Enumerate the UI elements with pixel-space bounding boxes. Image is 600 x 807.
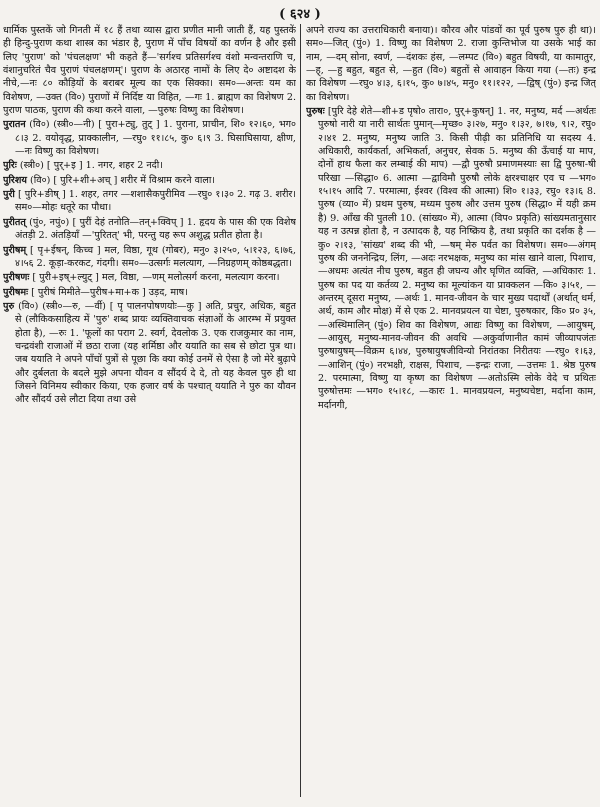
page-number: ( ६२४ ) xyxy=(279,7,321,22)
headword: पुरिः xyxy=(3,160,17,172)
entry-text: [ पुरी+इष्+ल्युट् ] मल, विष्ठा, —णम् मलोत्सर्ग करना, मलत्याग करना। xyxy=(32,272,280,284)
dictionary-entry xyxy=(306,105,596,412)
entry-text: अपने राज्य का उत्तराधिकारी बनाया)। कौरव और पांडवों का पूर्व पुरुष पुरु ही था)। सम०—जित् (पुं०) 1. विष्णु का विशेषण 2. राजा कुन्तिभोज या उसके भाई का नाम, —दम् सोना, स्वर्ण, —दंशकः हंस, —लम्पट (वि०) बहुत विषयी, या कामातुर, —ह्, —हु बहुत, बहुत से, —हुत (वि०) बहुतों से आवाहन किया गया (—तः) इन्द्र का विशेषण —रघु० ४।३, ६।१५, कु० ७।४५, मनु० ११।१२२, —द्विष् (पुं०) इन्द्र जित् का विशेषण। xyxy=(306,25,596,103)
entry-text: [ पुरि+ङीष् ] 1. शहर, तगर —शशासैकपुरीमिव —रघु० १।३० 2. गढ़ 3. शरीर। सम०—मोहः धतूरे का पौधा। xyxy=(15,189,296,214)
headword: पुरीषम् xyxy=(3,244,27,256)
column-divider xyxy=(300,24,301,797)
entry-text: [ पृ+ईषन्, किच्च ] मल, विष्ठा, गूथ (गोबर), मनु० ३।२५०, ५।१२३, ६।७६, ४।५६ 2. कूड़ा-करकट, गंदगी। सम०—उत्सर्गः मलत्याग, —निग्रहणम् कोष्ठबद्धता। xyxy=(15,244,296,269)
dictionary-entry xyxy=(3,271,296,284)
headword: पुरीषमः xyxy=(3,286,29,298)
dictionary-entry xyxy=(3,118,296,158)
entry-text: (पुं०, नपुं०) [ पुरीं देहं तनोति—तन्+क्विप् ] 1. हृदय के पास की एक विशेष अंतड़ी 2. अंतड़ियाँ —'पुरितत्' भी, परन्तु यह रूप अशुद्ध प्रतीत होता है। xyxy=(15,216,296,242)
dictionary-entry xyxy=(3,216,296,243)
dictionary-entry xyxy=(3,24,296,117)
headword: पुरी xyxy=(3,189,15,201)
headword: पुरु xyxy=(3,300,15,312)
entry-text: [ पुरीषं मिमीते—पुरीष+मा+क ] उड़द, माष। xyxy=(31,286,188,298)
left-column xyxy=(3,24,296,801)
dictionary-entry xyxy=(3,244,296,271)
dictionary-entry xyxy=(3,286,296,299)
headword: पुरिशय xyxy=(3,174,27,186)
entry-text: धार्मिक पुस्तकें जो गिनती में १८ हैं तथा व्यास द्वारा प्रणीत मानी जाती हैं, यह पुस्तकें ही हिन्दु-पुराण कथा शास्त्र का भंडार है, पुराण में पाँच विषयों का वर्णन है और इसी लिए 'पुराण' को 'पंचलक्षण' भी कहते हैं—'सर्गश्च प्रतिसर्गश्च वंशो मन्वन्तराणि च, वंशानुचरितं चैव पुराणं पंचलक्षणम्'। पुराण के अठारह नामों के लिए दे० अष्टादश के नीचे,—नः ८० कौड़ियों के बराबर मूल्य का एक सिक्का। सम०—अन्तः यम का विशेषण, —उक्त (वि०) पुराणों में निर्दिष्ट या विहित, —गः 1. ब्राह्मण का विशेषण 2. पुराण पाठक, पुराण की कथा करने वाला, —पुरुषः विष्णु का विशेषण। xyxy=(3,25,296,117)
dictionary-entry xyxy=(306,24,596,104)
headword: पुरीषणः xyxy=(3,272,30,284)
entry-text: (स्त्री०) [ पुर्+इ ] 1. नगर, शहर 2 नदी। xyxy=(19,160,163,172)
dictionary-entry xyxy=(3,188,296,215)
entry-text: [पुरि देहे शेते—शी+ड पृषो० तारा०, पुर्+कुषन्] 1. नर, मनुष्य, मर्द —अर्थतः पुरुषो नारी या नारी सार्थतः पुमान्—मृच्छ० ३।२७, मनु० १।३२, ७।१७, ९।२, रघु० २।४१ 2. मनुष्य, मनुष्य जाति 3. किसी पीढ़ी का प्रतिनिधि या सदस्य 4. अधिकारी, कार्यकर्ता, अभिकर्ता, अनुचर, सेवक 5. मनुष्य की ऊँचाई या माप, दोनों हाथ फैला कर लम्बाई की माप) —द्वौ पुरुषौ प्रमाणमस्याः सा द्वि पुरुषा-षी परिखा —सिद्धा० 6. आत्मा —द्वाविमौ पुरुषौ लोके क्षरश्चाक्षर एव च —भग० १५।१५ आदि 7. परमात्मा, ईश्वर (विश्व की आत्मा) शि० १।३३, रघु० १३।६ 8. पुरुष (व्या० में) प्रथम पुरुष, मध्यम पुरुष और उत्तम पुरुष (सिद्धा० में यही क्रम है) 9. आँख की पुतली 10. (सांख्य० में), आत्मा (विप० प्रकृति) सांख्यमतानुसार यह न उत्पन्न होता है, न उत्पादक है, यह निष्क्रिय है, तथा प्रकृति का दर्शक है —कु० २।१३, 'सांख्य' शब्द की भी, —षम् मेरु पर्वत का विशेषण। सम०—अंगम् पुरुष की जननेन्द्रिय, लिंग, —अदः नरभक्षक, मनुष्य का मांस खाने वाला, पिशाच, —अधमः अत्यंत नीच पुरुष, बहुत ही जघन्य और घृणित व्यक्ति, —अधिकारः 1. पुरुष का पद या कर्तव्य 2. मनुष्य का मूल्यांकन या प्राक्कलन —कि० ३।५१, —अन्तरम् दूसरा मनुष्य, —अर्थः 1. मानव-जीवन के चार मुख्य पदार्थों (अर्थात् धर्म, अर्थ, काम और मोक्ष) में से एक 2. मानवप्रयत्न या चेष्टा, पुरुषकार, कि० प्र० ३५, —अस्थिमालिन् (पुं०) शिव का विशेषण, आद्यः विष्णु का विशेषण, —आयुषम्, —आयुस्, मनुष्य-मानव-जीवन की अवधि —अकुर्वाणानीत कामं जीव्यापजंतः पुरुषायुषम्—विक्रम ६।४४, पुरुषायुषजीविन्यो निरांतका निरीतयः —रघु० १।६३, —आशिन् (पुं०) नरभक्षी, राक्षस, पिशाच, —इन्द्रः राजा, —उत्तमः 1. श्रेष्ठ पुरुष 2. परमात्मा, विष्णु या कृष्ण का विशेषण —अतोऽस्मि लोके वेदे च प्रथितः पुरुषोत्तमः —भग० १५।१८, —कारः 1. मानवप्रयत्न, मनुष्यचेष्टा, मर्दाना काम, मर्दानगी, xyxy=(318,106,596,411)
headword: पुरातन xyxy=(3,119,26,131)
dictionary-entry xyxy=(3,174,296,187)
dictionary-entry xyxy=(3,300,296,407)
entry-text: (वि०) [ पुरि+शी+अच् ] शरीर में विश्राम करने वाला। xyxy=(30,174,216,186)
entry-text: (वि०) (स्त्री०—रु, —र्वी) [ पृ पालनपोषणयोः—कु ] अति, प्रचुर, अधिक, बहुत से (लौकिकसाहित्य में 'पुरु' शब्द प्रायः व्यक्तिवाचक संज्ञाओं के आरम्भ में प्रयुक्त होता है), —रुः 1. 'फूलों का पराग 2. स्वर्ग, देवलोक 3. एक राजकुमार का नाम, चन्द्रवंशी राजाओं में छठा राजा (यह शर्मिष्ठा और ययाति का सब से छोटा पुत्र था। जब ययाति ने अपने पाँचों पुत्रों से पूछा कि क्या कोई उनमें से ऐसा है जो मेरे बुढ़ापे और दुर्बलता के बदले मुझे अपना यौवन व सौंदर्य दे दे, तो यह केवल पुरु ही था जिसने विनिमय स्वीकार किया, एक हजार वर्ष के पश्चात् ययाति ने पुरु का यौवन और सौंदर्य उसे लौटा दिया तथा उसे xyxy=(15,300,296,406)
headword: पुरीतत् xyxy=(3,216,26,228)
right-column xyxy=(306,24,596,801)
entry-text: (वि०) (स्त्री०—नी) [ पुरा+ट्यु, तुट् ] 1. पुराना, प्राचीन, शि० १२।६०, भग० ८।३ 2. वयोवृद्ध, प्राक्कालीन, —रघु० ११।८५, कु० ६।९ 3. घिसाघिसाया, क्षीण, —नः विष्णु का विशेषण। xyxy=(15,119,296,158)
headword: पुरुषः xyxy=(306,106,325,118)
dictionary-entry xyxy=(3,159,296,172)
